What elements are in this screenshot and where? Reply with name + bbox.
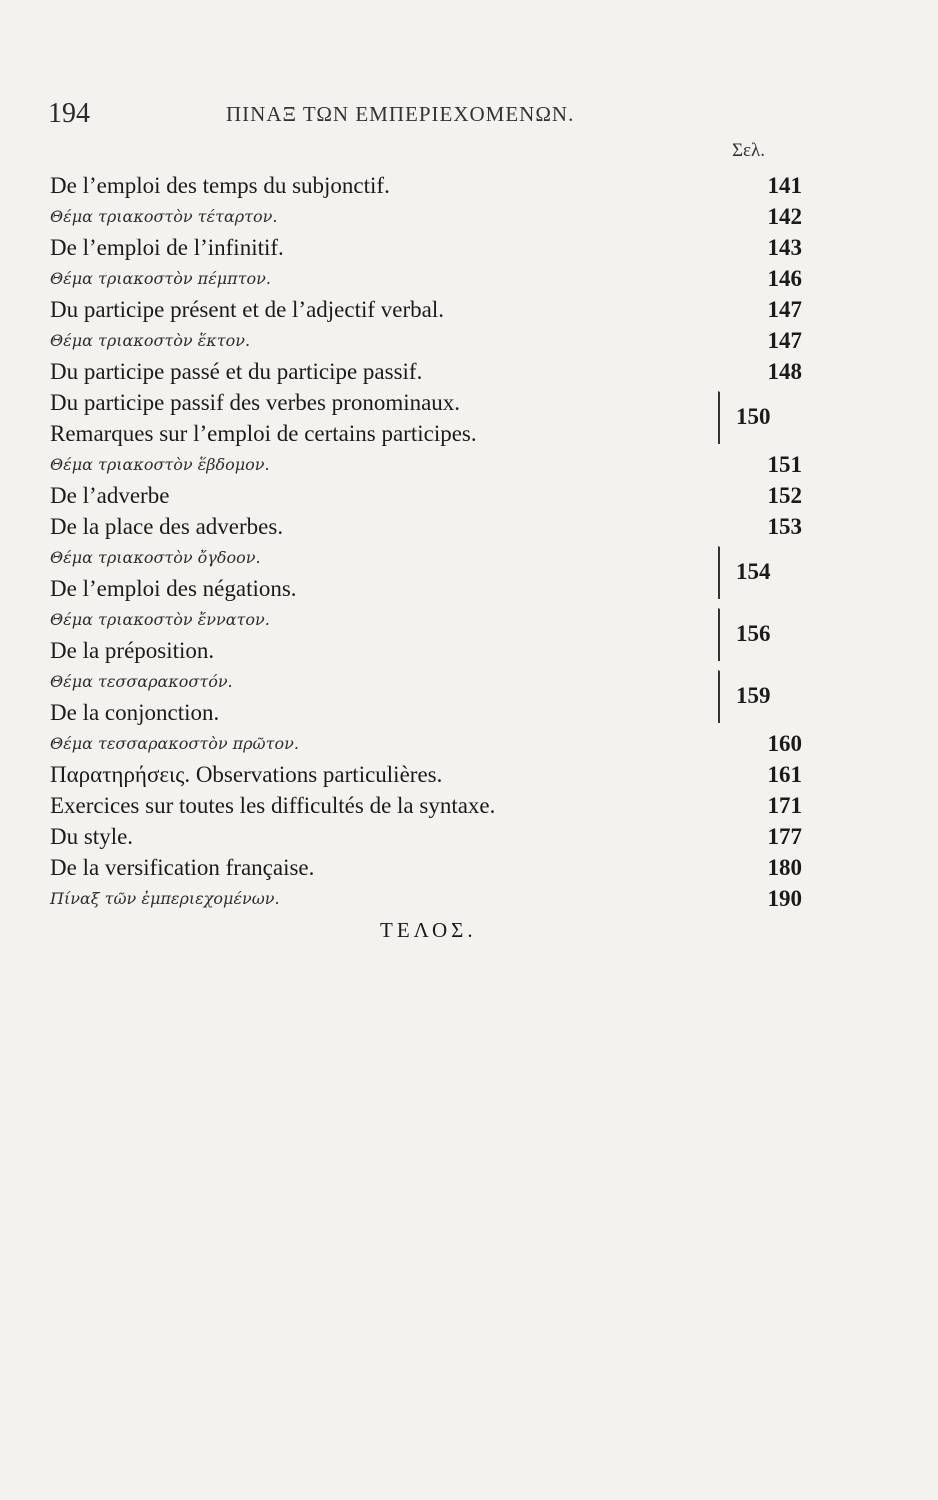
toc-entry [50, 790, 810, 821]
entry-title: De l’emploi de l’infinitif. [50, 235, 284, 260]
toc-entry [50, 387, 810, 429]
entry-title: De la conjonction. [50, 700, 220, 725]
toc-entry [50, 604, 810, 646]
entry-title: De la place des adverbes. [50, 514, 284, 539]
entry-page: 180 [767, 855, 802, 880]
entry-title: Θέμα τριακοστὸν ἕβδομον. [50, 455, 270, 474]
entry-title: Du participe passé et du participe passif. [50, 359, 423, 384]
entry-page: 147 [767, 328, 802, 353]
entry-page: 159 [736, 683, 771, 708]
entry-title: Θέμα τριακοστὸν τέταρτον. [50, 207, 278, 226]
entry-page: 150 [736, 404, 771, 429]
entry-page: 154 [736, 559, 771, 584]
toc-entry [50, 883, 810, 914]
entry-page: 177 [767, 824, 802, 849]
entry-page: 153 [767, 514, 802, 539]
entry-title: Remarques sur l’emploi de certains participes. [50, 421, 477, 446]
entry-title: De la préposition. [50, 638, 215, 663]
toc-entry [50, 232, 810, 263]
toc-entry [50, 542, 810, 584]
entry-page: 142 [767, 204, 802, 229]
entry-page: 171 [767, 793, 802, 818]
entry-title: Θέμα τριακοστὸν ὄγδοον. [50, 548, 261, 567]
toc-entry [50, 449, 810, 480]
toc-entry [50, 263, 810, 294]
toc-entry [50, 759, 810, 790]
entry-title: De la versification française. [50, 855, 315, 880]
toc-entry [50, 852, 810, 883]
entry-page: 143 [767, 235, 802, 260]
toc-entry [50, 666, 810, 708]
toc-entry [50, 480, 810, 511]
entry-page: 160 [767, 731, 802, 756]
entry-page: 141 [767, 173, 802, 198]
entry-title: Du participe passif des verbes pronominaux. [50, 390, 461, 415]
toc-entry [50, 356, 810, 387]
entry-title: Θέμα τριακοστὸν πέμπτον. [50, 269, 271, 288]
entry-title: Παρατηρήσεις. Observations particulières. [50, 762, 443, 787]
entry-title: Θέμα τριακοστὸν ἔννατον. [50, 610, 270, 629]
entry-title: De l’adverbe [50, 483, 170, 508]
running-head: ΠΙΝΑΞ ΤΩΝ ΕΜΠΕΡΙΕΧΟΜΕΝΩΝ. [226, 102, 575, 126]
toc-entry [50, 573, 810, 604]
toc-entry [50, 294, 810, 325]
entry-title: Θέμα τεσσαρακοστόν. [50, 672, 233, 691]
entry-title: De l’emploi des négations. [50, 576, 297, 601]
entry-page: 190 [767, 886, 802, 911]
toc-entry [50, 325, 810, 356]
entry-page: 146 [767, 266, 802, 291]
entry-title: De l’emploi des temps du subjonctif. [50, 173, 390, 198]
page-column-label: Σελ. [732, 140, 765, 161]
entry-title: Exercices sur toutes les difficultés de la syntaxe. [50, 793, 496, 818]
toc-entry [50, 201, 810, 232]
table-of-contents [50, 170, 810, 914]
entry-page: 161 [767, 762, 802, 787]
toc-entry [50, 697, 810, 728]
entry-title: Πίναξ τῶν ἐμπεριεχομένων. [50, 889, 280, 908]
entry-page: 156 [736, 621, 771, 646]
toc-entry [50, 418, 810, 449]
toc-entry [50, 635, 810, 666]
entry-page: 152 [767, 483, 802, 508]
entry-title: Θέμα τριακοστὸν ἕκτον. [50, 331, 251, 350]
page-number: 194 [48, 98, 90, 129]
end-word: ΤΕΛΟΣ. [380, 918, 477, 942]
page-header [48, 98, 688, 134]
entry-page: 147 [767, 297, 802, 322]
toc-entry [50, 728, 810, 759]
entry-title: Du style. [50, 824, 134, 849]
entry-page: 148 [767, 359, 802, 384]
toc-entry [50, 170, 810, 201]
entry-title: Θέμα τεσσαρακοστὸν πρῶτον. [50, 734, 299, 753]
entry-title: Du participe présent et de l’adjectif verbal. [50, 297, 445, 322]
toc-entry [50, 511, 810, 542]
entry-page: 151 [767, 452, 802, 477]
toc-entry [50, 821, 810, 852]
